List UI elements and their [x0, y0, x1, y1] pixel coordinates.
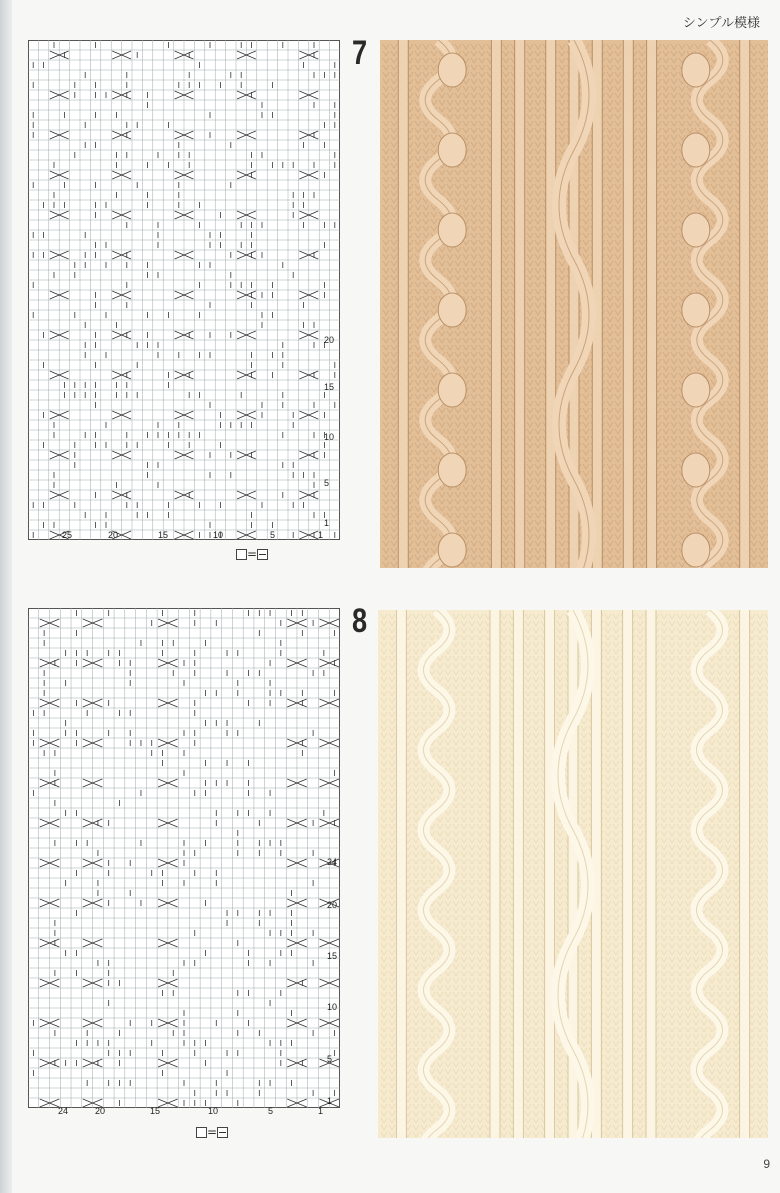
column-label: 5 [270, 530, 276, 540]
column-label: 1 [318, 1106, 324, 1116]
column-label: 10 [208, 1106, 219, 1116]
purl-stitch-symbol [257, 549, 268, 560]
chart-grid-8 [28, 608, 340, 1108]
page-binding-edge [0, 0, 12, 1193]
row-label: 10 [327, 1002, 338, 1012]
row-label: 15 [327, 951, 338, 961]
page-number: 9 [763, 1157, 770, 1171]
knitting-chart-8 [28, 608, 340, 1108]
swatch-photo-7 [380, 40, 768, 568]
column-label: 25 [62, 530, 73, 540]
column-label: 15 [150, 1106, 161, 1116]
row-label: 15 [324, 382, 335, 392]
row-label: 10 [324, 432, 335, 442]
pattern-number-8: 8 [352, 602, 368, 640]
chart-8-key [196, 1125, 228, 1139]
column-label: 24 [58, 1106, 69, 1116]
row-label: 20 [327, 900, 338, 910]
knitting-chart-7 [28, 40, 340, 540]
chart-grid-7 [28, 40, 340, 540]
column-label: 10 [213, 530, 224, 540]
knit-stitch-symbol [196, 1127, 207, 1138]
row-label: 1 [327, 1096, 333, 1106]
row-label: 24 [327, 857, 338, 867]
pattern-number-7: 7 [352, 34, 368, 72]
column-label: 5 [268, 1106, 274, 1116]
column-label: 15 [158, 530, 169, 540]
column-label: 1 [318, 530, 324, 540]
row-label: 1 [324, 518, 330, 528]
column-label: 20 [108, 530, 119, 540]
key-equals: = [247, 547, 258, 561]
knit-stitch-symbol [236, 549, 247, 560]
running-title: シンプル模様 [682, 16, 760, 31]
row-label: 5 [324, 478, 330, 488]
swatch-7-image [380, 40, 768, 568]
swatch-8-image [378, 610, 768, 1138]
row-label: 20 [324, 335, 335, 345]
purl-stitch-symbol [217, 1127, 228, 1138]
key-equals: = [207, 1125, 218, 1139]
row-label: 5 [327, 1054, 333, 1064]
column-label: 20 [95, 1106, 106, 1116]
swatch-photo-8 [378, 610, 768, 1138]
chart-7-key [236, 547, 268, 561]
